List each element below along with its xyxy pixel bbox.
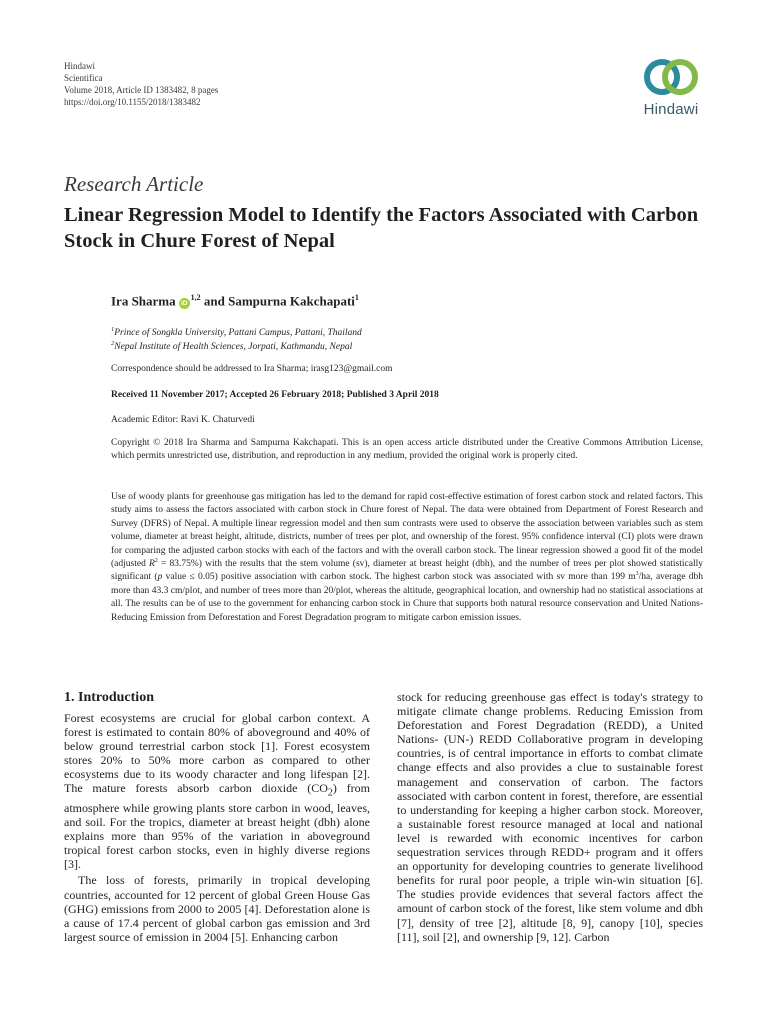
paragraph: The loss of forests, primarily in tropical developing countries, accounted for 12 percent of global Green House Gas (GHG) emissions from 2000 to 2005 [4]. Deforestation alone is a cause of 17.4 percent of global carbon gas emission and 3rd largest source of emission in 2004 [5]. Enhancing carbon (64, 873, 370, 944)
academic-editor: Academic Editor: Ravi K. Chaturvedi (111, 415, 255, 425)
author-list (111, 293, 359, 309)
author-name: and Sampurna Kakchapati (203, 293, 355, 309)
publication-info (64, 60, 218, 108)
logo-wordmark: Hindawi (643, 101, 699, 118)
affiliation-1: $^1$Prince of Songkla University, Pattani Campus, Pattani, Thailand (111, 326, 362, 339)
article-type: Research Article (64, 172, 204, 196)
body-column-left (64, 690, 370, 944)
hindawi-logo-icon (641, 56, 701, 98)
abstract: Use of woody plants for greenhouse gas mitigation has led to the demand for rapid cost-effective estimation of forest carbon stock and related factors. This study aims to assess the factors associated with carbon stock in Chure forest of Nepal. The data were obtained from Department of Forest Research and Survey (DFRS) of Nepal. A multiple linear regression model and then sum contrasts were used to observe the association between variables such as stem volume, diameter at breast height, altitude, districts, number of trees per plot, and ownership of the forest. 95% confidence interval (CI) plots were drawn for comparing the adjusted carbon stocks with each of the factors and with the overall carbon stock. The linear regression showed a good fit of the model (adjusted $R^2 = 83.75\%$) with the results that the stem volume (sv), diameter at breast height (dbh), and the number of trees per plot showed statistically significant (p value ≤ 0.05) positive association with carbon stock. The highest carbon stock was associated with sv more than 199 $m^3/ha$, average dbh more than 43.3 cm/plot, and number of trees more than 20/plot, whereas the altitude, geographical location, and ownership had no statistical associations at all. The results can be of use to the government for enhancing carbon stock in Chure that supports both natural resource conservation and United Nations-Reducing Emission from Deforestation and Forest Degradation program to mitigate carbon emission issues. (111, 492, 704, 623)
volume-info: Volume 2018, Article ID 1383482, 8 pages (64, 85, 219, 95)
doi-link[interactable]: https://doi.org/10.1155/2018/1383482 (64, 97, 201, 107)
copyright-notice: Copyright © 2018 Ira Sharma and Sampurna Kakchapati. This is an open access article distributed under the Creative Commons Attribution License, which permits unrestricted use, distribution, and reproduction in any medium, provided the original work is properly cited. (111, 438, 703, 462)
journal-name: Scientifica (64, 73, 103, 83)
article-title: Linear Regression Model to Identify the Factors Associated with Carbon Stock in Chure Forest of Nepal (64, 204, 699, 252)
publication-dates: Received 11 November 2017; Accepted 26 February 2018; Published 3 April 2018 (111, 390, 439, 400)
paragraph: Forest ecosystems are crucial for global carbon context. A forest is estimated to contain 80% of aboveground and 40% of below ground terrestrial carbon stock [1]. Forest ecosystem stores 20% to 50% more carbon as compared to other ecosystems due to its woody character and long lifespan [2]. The mature forests absorb carbon dioxide $(CO_2)$ from atmosphere while growing plants store carbon in wood, leaves, and soil. For the tropics, diameter at breast height (dbh) alone explains more than 95% of the variation in aboveground tropical forest carbon stocks, even in highly diverse regions [3]. (64, 711, 371, 872)
correspondence: Correspondence should be addressed to Ira Sharma; irasg123@gmail.com (111, 364, 393, 374)
author-name: Ira Sharma (111, 293, 176, 309)
hindawi-logo (632, 56, 710, 118)
body-column-right (397, 690, 703, 944)
orcid-icon[interactable]: iD (179, 298, 190, 309)
publisher-name: Hindawi (64, 61, 95, 71)
section-heading: 1. Introduction (64, 690, 154, 705)
author-affiliation-marker: 1,2 (190, 293, 201, 302)
paragraph: stock for reducing greenhouse gas effect is today's strategy to mitigate climate change problems. Reducing Emission from Deforestation and Forest Degradation (REDD), a United Nations- (UN-) REDD Collaborative program in developing countries, is of central importance in efforts to combat climate change effects and also provides a clue to sustainable forest management and conservation of carbon. The factors associated with carbon content in forest, therefore, are essential to understanding for keeping a higher carbon stock. Moreover, a sustainable forest resource managed at local and national level is rewarded with economic incentives for carbon sequestration services through REDD+ program and it offers an opportunity for developing countries to generate livelihood benefits for rural poor people, a triple win-win situation [6]. The studies provide evidences that several factors affect the amount of carbon stock of the forest, like stem volume and dbh [7], density of tree [2], altitude [8, 9], canopy [10], species [11], soil [2], and ownership [9, 12]. Carbon (397, 690, 703, 944)
affiliation-2: $^2$Nepal Institute of Health Sciences, Jorpati, Kathmandu, Nepal (111, 340, 353, 353)
author-affiliation-marker: 1 (354, 293, 359, 302)
